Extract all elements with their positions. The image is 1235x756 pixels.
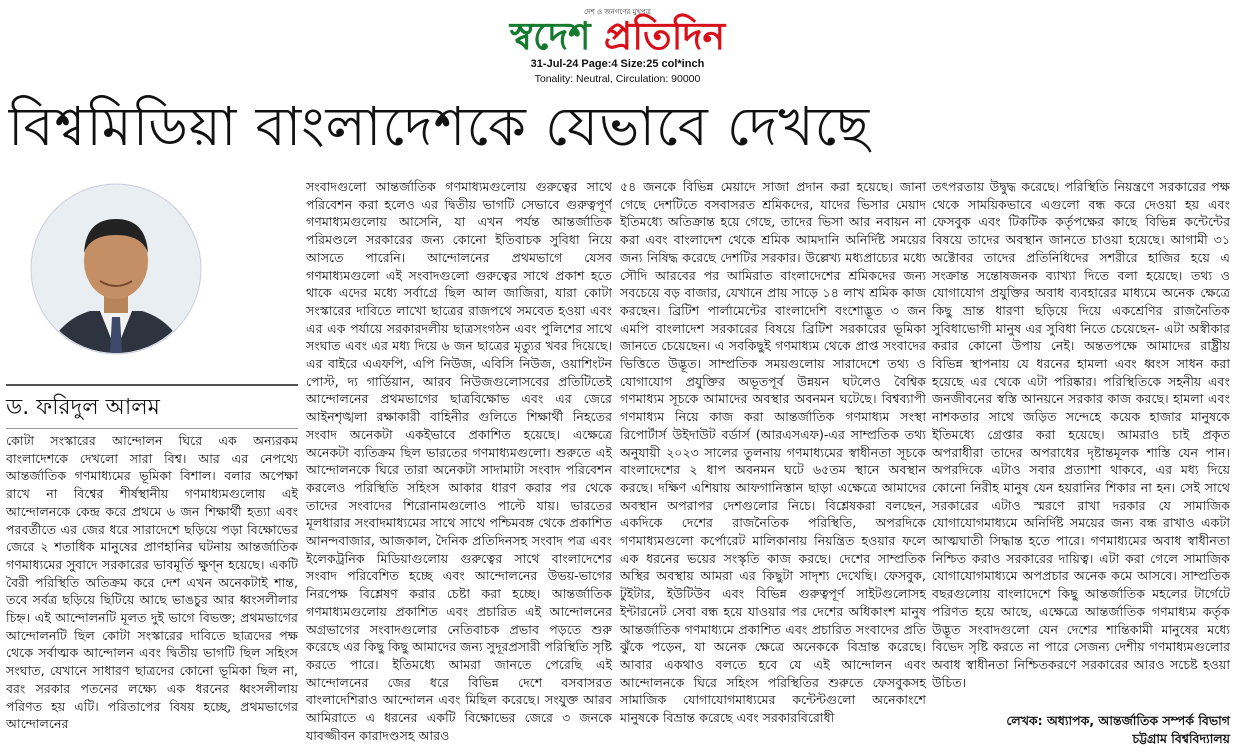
clipping-meta-date: 31-Jul-24 Page:4 Size:25 col*inch	[530, 58, 705, 70]
author-name: ড. ফরিদুল আলম	[6, 395, 160, 420]
author-top-rule	[6, 384, 298, 386]
author-bottom-rule	[6, 428, 298, 429]
article-column-2	[306, 178, 612, 754]
author-footnote	[932, 712, 1230, 748]
author-photo	[30, 183, 202, 375]
author-portrait-icon	[30, 183, 202, 375]
logo-part1: স্বদেশ	[509, 14, 591, 58]
footnote-line-1: লেখক: অধ্যাপক, আন্তর্জাতিক সম্পর্ক বিভাগ	[1006, 713, 1230, 728]
footnote-line-2: চট্টগ্রাম বিশ্ববিদ্যালয়	[1132, 731, 1230, 746]
masthead-tagline: দেশ ও জনগণের মুখপত্র	[584, 8, 651, 16]
clipping-meta-tonality: Tonality: Neutral, Circulation: 90000	[534, 73, 701, 85]
masthead	[0, 0, 1235, 90]
newspaper-logo	[0, 14, 1235, 58]
column-3-text: ৫৪ জনকে বিভিন্ন মেয়াদে সাজা প্রদান করা হয়েছে। জানা গেছে দেশটিতে বসবাসরত শ্রমিকদের, যাদের ভিসার মেয়াদ ইতিমধ্যে অতিক্রান্ত হয়ে গেছে, তাদের ভিসা আর নবায়ন না করা এবং বাংলাদেশ থেকে শ্রমিক আমদানি অনির্দিষ্ট সময়ের জন্য নিষিদ্ধ করেছে দেশটির সরকার। উল্লেখ্য মধ্যপ্রাচ্যের মধ্যে সৌদি আরবের পর আমিরাত বাংলাদেশের শ্রমিকদের জন্য সবচেয়ে বড় বাজার, যেখানে প্রায় সাড়ে ১৪ লাখ শ্রমিক কাজ করছেন। ব্রিটিশ পার্লামেন্টের বাংলাদেশি বংশোদ্ভূত ৩ জন এমপি বাংলাদেশ সরকারের বিষয়ে ব্রিটিশ সরকারের ভূমিকা জানতে চেয়েছেন। এ সবকিছুই গণমাধ্যম থেকে প্রাপ্ত সংবাদের ভিত্তিতে উদ্ভূত। সাম্প্রতিক সময়গুলোয় সারাদেশে তথ্য ও যোগাযোগ প্রযুক্তির অভূতপূর্ব উন্নয়ন ঘটলেও বৈশ্বিক গণমাধ্যম সূচকে আমাদের অবস্থার অবনমন ঘটেছে। বিশ্বব্যাপী গণমাধ্যম নিয়ে কাজ করা আন্তর্জাতিক গণমাধ্যম সংস্থা রিপোর্টার্স উইদাউট বর্ডার্স (আরএসএফ)-এর সাম্প্রতিক তথ্য অনুযায়ী ২০২৩ সালের তুলনায় গণমাধ্যমের স্বাধীনতা সূচকে বাংলাদেশের ২ ধাপ অবনমন ঘটে ৬৫তম স্থানে অবস্থান করছে। দক্ষিণ এশিয়ায় আফগানিস্তান ছাড়া এক্ষেত্রে আমাদের অবস্থান অপরাপর দেশগুলোর নিচে। বিশ্লেষকরা বলছেন, একদিকে দেশের রাজনৈতিক পরিস্থিতি, অপরদিকে গণমাধ্যমগুলো কর্পোরেট মালিকানায় নিয়ন্ত্রিত হওয়ার ফলে এক ধরনের ভয়ের সংস্কৃতি কাজ করছে। দেশের সাম্প্রতিক অস্থির অবস্থায় আমরা এর কিছুটা সাদৃশ্য দেখেছি। ফেসবুক, টুইটার, ইউটিউব এবং বিভিন্ন গুরুত্বপূর্ণ সাইটগুলোসহ ইন্টারনেট সেবা বন্ধ হয়ে যাওয়ার পর দেশের অধিকাংশ মানুষ আন্তর্জাতিক গণমাধ্যমে প্রকাশিত এবং প্রচারিত সংবাদের প্রতি ঝুঁকে পড়েন, যা অনেক ক্ষেত্রে অনেককে বিভ্রান্ত করেছে। আবার একথাও বলতে হবে যে এই আন্দোলন এবং আন্দোলনকে ঘিরে সহিংস পরিস্থিতির শুরুতে ফেসবুকসহ সামাজিক যোগাযোগমাধ্যমের কন্টেন্টগুলো অনেকাংশে মানুষকে বিভ্রান্ত করেছে এবং সরকারবিরোধী	[620, 179, 926, 726]
logo-part2: প্রতিদিন	[603, 14, 726, 58]
column-1-text: কোটা সংস্কারের আন্দোলন ঘিরে এক অন্যরকম বাংলাদেশকে দেখলো সারা বিশ্ব। আর এর নেপথ্যে আন্তর্জাতিক গণমাধ্যমের ভূমিকা বিশাল। বলার অপেক্ষা রাখে না বিশ্বের শীর্ষস্থানীয় গণমাধ্যমগুলোয় এই আন্দোলনকে কেন্দ্র করে প্রথমে ৬ জন শিক্ষার্থী হত্যা এবং পরবর্তীতে এর জের ধরে সারাদেশে ছড়িয়ে পড়া বিক্ষোভের জেরে ২ শতাধিক মানুষের প্রাণহানির ঘটনায় আন্তর্জাতিক গণমাধ্যমের সুবাদে সরকারের ভাবমূর্তি ক্ষুণ্ন হয়েছে। একটি বৈরী পরিস্থিতি অতিক্রম করে দেশ এখন অনেকটাই শান্ত, তবে সর্বত্র ছড়িয়ে ছিটিয়ে আছে ভাঙচুর আর ধ্বংসলীলার চিহ্ন। এই আন্দোলনটি মূলত দুই ভাগে বিভক্ত; প্রথমভাগের আন্দোলনটি ছিল কোটা সংস্কারের দাবিতে ছাত্রদের পক্ষ থেকে সর্বাত্মক আন্দোলন এবং দ্বিতীয় ভাগটি ছিল সহিংস সংঘাত, যেখানে সাধারণ ছাত্রদের কোনো ভূমিকা ছিল না, বরং সরকার পতনের লক্ষ্যে এক ধরনের ধ্বংসলীলায় পরিণত হয় এটি। পরিতাপের বিষয় হচ্ছে, প্রথমভাগের আন্দোলনের	[6, 433, 298, 732]
article-headline: বিশ্বমিডিয়া বাংলাদেশকে যেভাবে দেখছে	[8, 95, 871, 158]
article-column-3	[620, 178, 926, 754]
column-2-text: সংবাদগুলো আন্তর্জাতিক গণমাধ্যমগুলোয় গুরুত্বের সাথে পরিবেশন করা হলেও এর দ্বিতীয় ভাগটি সেভাবে গুরুত্বপূর্ণ গণমাধ্যমগুলোয় আসেনি, যা এখন পর্যন্ত আন্তর্জাতিক পরিমণ্ডলে সরকারের জন্য কোনো ইতিবাচক সুবিধা নিয়ে আসতে পারেনি। আন্দোলনের প্রথমভাগে যেসব গণমাধ্যমগুলো এই সংবাদগুলো গুরুত্বের সাথে প্রকাশ হতে থাকে এদের মধ্যে সর্বাগ্রে ছিল আল জাজিরা, যারা কোটা সংস্কারের দাবিতে লাখো ছাত্রের রাজপথে সমবেত হওয়া এবং এর এক পর্যায়ে সরকারদলীয় ছাত্রসংগঠন এবং পুলিশের সাথে সংঘাত এবং এর মধ্য দিয়ে ৬ জন ছাত্রের মৃত্যুর খবর দিয়েছে। এর বাইরে এএফপি, এপি নিউজ, এবিসি নিউজ, ওয়াশিংটন পোস্ট, দ্য গার্ডিয়ান, আরব নিউজগুলোসবের প্রতিটিতেই আন্দোলনের প্রথমভাগের ছাত্রবিক্ষোভ এবং এর জেরে আইনশৃঙ্খলা রক্ষাকারী বাহিনীর গুলিতে শিক্ষার্থী নিহতের সংবাদ অনেকটা একইভাবে প্রকাশিত হয়েছে। এক্ষেত্রে অনেকটা ব্যতিক্রম ছিল ভারতের গণমাধ্যমগুলো। শুরুতে এই আন্দোলনকে ঘিরে তারা অনেকটা সাদামাটা সংবাদ পরিবেশন করলেও পরিস্থিতি সহিংস আকার ধারণ করার পর থেকে তাদের সংবাদের শিরোনামগুলোও পাল্টে যায়। ভারতের মূলধারার সংবাদমাধ্যমের সাথে সাথে পশ্চিমবঙ্গ থেকে প্রকাশিত আনন্দবাজার, আজকাল, দৈনিক প্রতিদিনসহ সংবাদ পত্র এবং ইলেকট্রনিক মিডিয়াগুলোয় গুরুত্বের সাথে বাংলাদেশের সংবাদ পরিবেশিত হচ্ছে এবং আন্দোলনের উভয়-ভাগের নিরপেক্ষ বিশ্লেষণ করার চেষ্টা করা হচ্ছে। আন্তর্জাতিক গণমাধ্যমগুলোয় প্রকাশিত এবং প্রচারিত এই আন্দোলনের অগ্রভাগের সংবাদগুলোর নেতিবাচক প্রভাব পড়তে শুরু করেছে এর কিছু কিছু আমাদের জন্য সুদূরপ্রসারী পরিস্থিতি সৃষ্টি করতে পারে। ইতিমধ্যে আমরা জানতে পেরেছি এই আন্দোলনের জের ধরে বিভিন্ন দেশে বসবাসরত বাংলাদেশিরাও আন্দোলন এবং মিছিল করেছে। সংযুক্ত আরব আমিরাতে এ ধরনের একটি বিক্ষোভের জেরে ৩ জনকে যাবজ্জীবন কারাদণ্ডসহ আরও	[306, 179, 612, 743]
column-4-text: তৎপরতায় উদ্বুদ্ধ করেছে। পরিস্থিতি নিয়ন্ত্রণে সরকারের পক্ষ থেকে সাময়িকভাবে এগুলো বন্ধ করে দেওয়া হয় এবং ফেসবুক এবং টিকটিক কর্তৃপক্ষের কাছে বিভিন্ন কন্টেন্টের বিষয়ে তাদের অবস্থান জানতে চাওয়া হয়েছে। আগামী ৩১ অক্টোবর তাদের প্রতিনিধিদের সশরীরে হাজির হয়ে এ সংক্রান্ত সন্তোষজনক ব্যাখ্যা দিতে বলা হয়েছে। তথ্য ও যোগাযোগ প্রযুক্তির অবাধ ব্যবহারের মাধ্যমে অনেক ক্ষেত্রে কিছু ভ্রান্ত ধারণা ছড়িয়ে দিয়ে একশ্রেণির রাজনৈতিক সুবিধাভোগী মানুষ এর সুবিধা নিতে চেয়েছেন- এটা অস্বীকার করার কোনো উপায় নেই। অন্ততপক্ষে আমাদের রাষ্ট্রীয় বিভিন্ন স্থাপনায় যে ধরনের হামলা এবং ধ্বংস সাধন করা হয়েছে এর থেকে এটা পরিষ্কার। পরিস্থিতিকে সহনীয় এবং জনজীবনের স্বস্তি আনয়নে সরকার কাজ করছে। হামলা এবং নাশকতার সাথে জড়িত সন্দেহে কয়েক হাজার মানুষকে ইতিমধ্যে গ্রেপ্তার করা হয়েছে। আমরাও চাই প্রকৃত অপরাধীরা তাদের অপরাধের দৃষ্টান্তমূলক শাস্তি যেন পান। অপরদিকে এটাও সবার প্রত্যাশা থাকবে, এর মধ্য দিয়ে কোনো নিরীহ মানুষ যেন হয়রানির শিকার না হন। সেই সাথে সরকারের এটাও স্মরণে রাখা দরকার যে সামাজিক যোগাযোগমাধ্যমে অনির্দিষ্ট সময়ের জন্য বন্ধ রাখাও একটা আত্মঘাতী সিদ্ধান্ত হতে পারে। গণমাধ্যমের অবাধ স্বাধীনতা নিশ্চিত করাও সরকারের দায়িত্ব। এটা করা গেলে সামাজিক যোগাযোগমাধ্যমে অপপ্রচার অনেক কমে আসবে। সাম্প্রতিক বছরগুলোয় বাংলাদেশে কিছু আন্তর্জাতিক মহলের টার্গেটে পরিণত হয়ে আছে, এক্ষেত্রে আন্তর্জাতিক গণমাধ্যম কর্তৃক উদ্ভূত সংবাদগুলো যেন দেশের শান্তিকামী মানুষের মধ্যে বিভেদ সৃষ্টি করতে না পারে সেজন্য দেশীয় গণমাধ্যমগুলোর অবাধ স্বাধীনতা নিশ্চিতকরণে সরকারের আরও সচেষ্ট হওয়া উচিত।	[932, 179, 1230, 690]
article-column-4	[932, 178, 1230, 698]
article-column-1	[6, 432, 298, 754]
